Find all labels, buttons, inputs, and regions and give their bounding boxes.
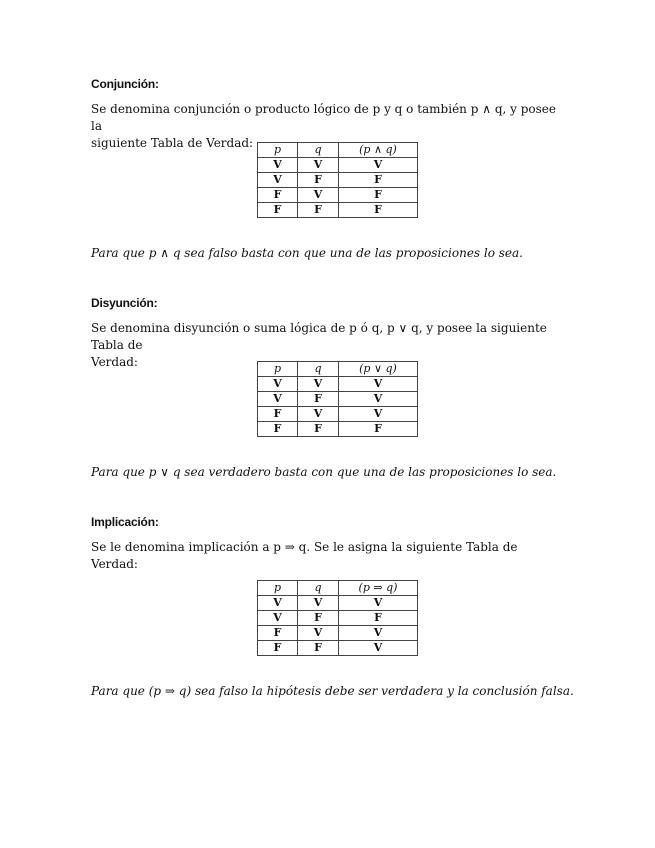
table-header-cell: p (258, 143, 298, 158)
table-row (258, 377, 418, 392)
table-header-cell: (p ⇒ q) (339, 581, 418, 596)
table-cell: F (339, 611, 418, 626)
paragraph-line: Se le denomina implicación a p ⇒ q. Se le asigna la siguiente Tabla de Verdad: (91, 540, 518, 571)
table-cell: F (298, 173, 339, 188)
table-header-cell: (p ∨ q) (339, 362, 418, 377)
table-cell: V (339, 626, 418, 641)
truth-table-conjuncion (257, 142, 418, 218)
table-cell: V (298, 188, 339, 203)
table-cell: F (339, 422, 418, 437)
table-cell: V (298, 158, 339, 173)
table-cell: V (339, 596, 418, 611)
table-row (258, 641, 418, 656)
paragraph-line: Se denomina disyunción o suma lógica de p ó q, p ∨ q, y posee la siguiente Tabla de (91, 321, 547, 352)
table-cell: V (258, 377, 298, 392)
table-header-cell: q (298, 143, 339, 158)
table-cell: V (258, 392, 298, 407)
table-header-row (258, 362, 418, 377)
table-cell: V (298, 377, 339, 392)
note-implicacion: Para que (p ⇒ q) sea falso la hipótesis debe ser verdadera y la conclusión falsa. (91, 684, 574, 698)
table-cell: V (298, 626, 339, 641)
table-header-cell: (p ∧ q) (339, 143, 418, 158)
table-row (258, 626, 418, 641)
table-row (258, 392, 418, 407)
table-cell: F (258, 407, 298, 422)
truth-table-implicacion (257, 580, 418, 656)
table-cell: V (339, 392, 418, 407)
paragraph-line: Se denomina conjunción o producto lógico de p y q o también p ∧ q, y posee la (91, 102, 556, 133)
table-row (258, 203, 418, 218)
table-cell: V (258, 173, 298, 188)
table-header-cell: q (298, 581, 339, 596)
table-cell: V (339, 158, 418, 173)
table-cell: V (258, 158, 298, 173)
table-cell: V (339, 377, 418, 392)
table-header-cell: q (298, 362, 339, 377)
truth-table-disyuncion (257, 361, 418, 437)
table-cell: V (339, 641, 418, 656)
note-conjuncion: Para que p ∧ q sea falso basta con que una de las proposiciones lo sea. (91, 246, 523, 260)
heading-conjuncion: Conjunción: (91, 77, 159, 91)
table-cell: F (258, 188, 298, 203)
table-cell: F (298, 611, 339, 626)
table-row (258, 407, 418, 422)
table-header-cell: p (258, 581, 298, 596)
table-cell: V (258, 596, 298, 611)
table-row (258, 158, 418, 173)
table-cell: F (339, 203, 418, 218)
table-cell: F (339, 188, 418, 203)
table-cell: F (258, 422, 298, 437)
table-cell: F (298, 422, 339, 437)
table-cell: V (258, 611, 298, 626)
table-cell: V (298, 407, 339, 422)
heading-implicacion: Implicación: (91, 515, 159, 529)
table-header-row (258, 581, 418, 596)
table-cell: V (298, 596, 339, 611)
paragraph-line: siguiente Tabla de Verdad: (91, 136, 254, 150)
table-cell: F (298, 203, 339, 218)
table-header-row (258, 143, 418, 158)
table-cell: F (298, 392, 339, 407)
table-row (258, 173, 418, 188)
table-row (258, 596, 418, 611)
table-cell: V (339, 407, 418, 422)
table-header-cell: p (258, 362, 298, 377)
heading-disyuncion: Disyunción: (91, 296, 158, 310)
table-row (258, 188, 418, 203)
paragraph-line: Verdad: (91, 355, 138, 369)
table-cell: F (298, 641, 339, 656)
table-row (258, 611, 418, 626)
table-row (258, 422, 418, 437)
table-cell: F (339, 173, 418, 188)
note-disyuncion: Para que p ∨ q sea verdadero basta con que una de las proposiciones lo sea. (91, 465, 557, 479)
table-cell: F (258, 641, 298, 656)
table-cell: F (258, 626, 298, 641)
paragraph-implicacion (91, 539, 561, 573)
table-cell: F (258, 203, 298, 218)
